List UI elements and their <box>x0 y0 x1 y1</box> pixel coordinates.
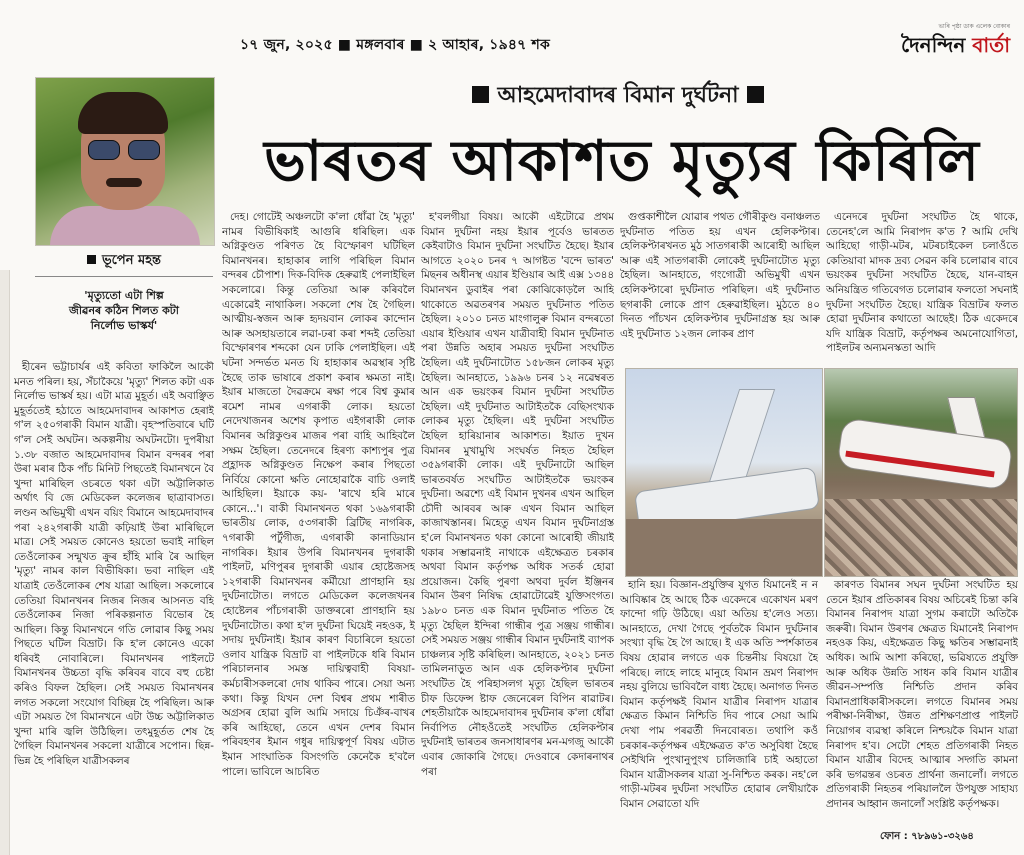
rubble-shape <box>626 519 822 576</box>
square-bullet-icon <box>472 86 489 103</box>
article-column-7 <box>826 578 1018 813</box>
article-headline: ভাৰতৰ আকাশত মৃত্যুৰ কিৰিলি <box>264 128 980 194</box>
column-1-text: হীৰেন ভট্টাচাৰ্যৰ এই কবিতা ফাকিলৈ আকৌ মনত পৰিল। হয়, সঁচাকৈয়ে 'মৃত্যু' শিলত কটা এক নিৰ্লোভ ভাস্কৰ্ষ হয়। এটা মাত্ৰ মুহূৰ্ত। এই অবাঞ্ছিত মুহূৰ্ততেই হঠাতে আহমেদাবাদৰ আকাশত হেৰাই গ'ল ২৫০গৰাকী বিমান যাত্ৰী। বৃহস্পতিবাৰে ঘটি গ'ল সেই অঘটন। অকল্পনীয় অঘটনটো। দুপৰীয়া ১.৩৮ বজাত আহমেদাবাদৰ বিমান বন্দৰৰ পৰা উৰা মৰাৰ ঠিক পাঁচ মিনিট পিছতেই বিমানখনে বৈ খুন্দা মাৰিছিল ওচৰতে থকা এটা অট্টালিকাত অৰ্থাৎ বি জে মেডিকেল কলেজৰ ছাত্ৰাবাসত। লণ্ডন অভিমুখী এখন বয়িং বিমানে আহমেদাবাদৰ পৰা ২৪২গৰাকী যাত্ৰী কঢ়িয়াই উৰা মাৰিছিলে মাত্ৰ। সেই সময়ত কোনেও হয়তো ভবাই নাছিল তেওঁলোকৰ সন্মুখত ক্ৰুৰ হাঁহি মাৰি ৰৈ আছিল 'মৃত্যু' নামৰ কাল বিভীষিকা। ভবা নাছিল এই যাত্ৰাই তেওঁলোকৰ শেষ যাত্ৰা আছিল। সকলোৰে তেতিয়া বিমানখনৰ নিজৰ নিজৰ আসনত বহি তেওঁলোকৰ নিজা পৰিকল্পনাত বিভোৰ হৈ আছিল। কিন্তু বিমানখনে গতি লোৱাৰ কিছু সময় পিছতে ঘটিল বিভ্ৰাট। কি হ'ল কোনেও একো ধৰিবই নোবাৰিলে। বিমানখনৰ পাইলটে বিমানখনৰ উচ্চতা বৃদ্ধি কৰিবৰ বাবে বহু চেষ্টা কৰিও বিফল হৈছিল। সেই সময়ত বিমানখনৰ লগত সকলো সংযোগ বিচ্ছিন্ন হৈ পৰিছিল। আৰু এটা সময়ত গৈ বিমানখনে এটা উচ্চ অট্টালিকাত খুন্দা মাৰি জ্বলি উঠিছিল। তৎমুহূৰ্তত শেষ হৈ গৈছিল বিমানখনৰ সকলো যাত্ৰীৰে সপোন। ছিন্ন-ভিন্ন হৈ পৰিছিল যাত্ৰীসকলৰ <box>14 361 214 768</box>
column-7-text: কাৰণত বিমানৰ সঘন দুৰ্ঘটনা সংঘটিত হয় তেনে ইয়াৰ প্ৰতিকাৰৰ বিষয় অচিৰেই চিন্তা কৰি বিমানৰ নিৰাপদ যাত্ৰা সুগম কৰাটো অতিকৈ জৰুৰী। বিমান উৰণৰ ক্ষেত্ৰত যিমানেই নিৰাপদ নহওক কিয়, এইক্ষেত্ৰত কিছু ক্ষতিৰ সম্ভাৱনাই অধিক। আমি আশা কৰিছো, ভৱিষ্যতে প্ৰযুক্তি আৰু অধিক উন্নতি সাধন কৰি বিমান যাত্ৰীৰ জীৱন-সম্পত্তি নিশ্চিতি প্ৰদান কৰিব বিমানপ্ৰাধিকাৰীসকলে। লগতে বিমানৰ সময় পৰীক্ষা-নিৰীক্ষা, উন্নত প্ৰশিক্ষণপ্ৰাপ্ত পাইলট নিয়োগৰ ব্যৱস্থা কৰিলে নিশ্চয়কৈ বিমান যাত্ৰা নিৰাপদ হ'ব। সেটো শেহত প্ৰতিগৰাকী নিহত বিমান যাত্ৰীৰ বিদেহ আত্মাৰ সদ্গতি কামনা কৰি ভগৱন্তৰ ওচৰত প্ৰাৰ্থনা জনালোঁ। লগতে প্ৰতিগৰাকী নিহতৰ পৰিয়াললৈ উপযুক্ত সাহায্য প্ৰদানৰ আহ্বান জনালোঁ সংশ্লিষ্ট কৰ্তৃপক্ষক। <box>826 579 1018 810</box>
kicker-text: আহমেদাবাদৰ বিমান দুৰ্ঘটনা <box>497 83 739 108</box>
author-shirt-shape <box>50 206 200 246</box>
article-column-5 <box>826 210 1018 365</box>
square-bullet-icon <box>87 255 96 264</box>
author-hair-top-shape <box>78 94 168 134</box>
column-5-text: এনেদৰে দুৰ্ঘটনা সংঘটিত হৈ থাকে, তেনেহ'লে আমি নিৰাপদ ক'ত ? আমি দেখি আহিছো গাড়ী-মটৰ, মটৰচাইকেল চলাওঁতে কেতিয়াবা মাদক দ্ৰব্য সেৱন কৰি চলোৱাৰ বাবে ভয়ংকৰ দুৰ্ঘটনা সংঘটিত হৈছে, যান-বাহন অনিয়ন্ত্ৰিত গতিবেগত চলোৱাৰ ফলতো সঘনাই দুৰ্ঘটনা সংঘটিত হৈছে। যান্ত্ৰিক বিভ্ৰাটৰ ফলত হোৱা দুৰ্ঘটনাৰ কথাতো আছেই। ঠিক একেদৰে যদি যান্ত্ৰিক বিভ্ৰাট, কৰ্তৃপক্ষৰ অমনোযোগিতা, পাইলটৰ অন্যমনস্কতা আদি <box>826 211 1018 355</box>
masthead-tagline: ভাৰি পৃষ্ঠা ডাক এলেক বোকাৰ <box>938 23 1010 30</box>
column-6-text: হানি হয়। বিজ্ঞান-প্ৰযুক্তিৰ যুগত যিমানেই ন ন আবিষ্কাৰ হৈ আছে ঠিক একেদৰে একোখন মৰণ ফান্দো গঢ়ি উঠিছে। এয়া অতিয় হ'লেও সত্য। আনহাতে, দেখা গৈছে পূৰ্বতকৈ বিমান দুৰ্ঘটনাৰ সংখ্যা বৃদ্ধি হৈ গৈ আছে। ই এক অতি স্পৰ্শকাতৰ বিষয় হোৱাৰ লগতে এক চিন্তনীয় বিষয়ো হৈ পৰিছে। লাহে লাহে মানুহে বিমান ভ্ৰমণ নিৰাপদ নহয় বুলিয়ে ভাবিবলৈ বাধ্য হৈছে। অনাগত দিনত বিমান কৰ্তৃপক্ষই বিমান যাত্ৰীৰ নিৰাপদ যাত্ৰাৰ ক্ষেত্ৰত কিমান নিশ্চিতি দিব পাৰে সেয়া আমি দেখা পাম পৰৱৰ্তী দিনবোৰত। তথাপি কওঁ চৰকাৰ-কৰ্তৃপক্ষৰ এইক্ষেত্ৰত ক'ত অসুবিধা হৈছে সেইখিনি পুংখানুপুংখ চালিজাৰি চাই অহাতো বিমান যাত্ৰীসকলৰ যাত্ৰা সু-নিশ্চিত কৰক। নহ'লে গাড়ী-মটৰৰ দুৰ্ঘটনা সংঘটিত হোৱাৰ লেখীয়াকৈ বিমান সেৱাতো যদি <box>620 579 818 810</box>
author-byline <box>35 251 213 272</box>
masthead-name-part2: বাৰ্তা <box>972 33 1010 57</box>
article-column-6 <box>620 578 818 848</box>
column-3-text: হ'বলগীয়া বিষয়। আকৌ এইটোৱে প্ৰথম বিমান দুৰ্ঘটনা নহয় ইয়াৰ পূৰ্বেও ভাৰতত কেইবাটাও বিমান দুৰ্ঘটনা সংঘটিত হৈছে। ইয়াৰ আগতে ২০২০ চনৰ ৭ আগষ্টত 'বন্দে ভাৰত' মিছনৰ অধীনস্থ এয়াৰ ইণ্ডিয়াৰ আই এক্স ১৩৪৪ বিমানখন ডুবাইৰ পৰা কোঝিকোড়লৈ আহি থাকোতে অৱতৰণৰ সময়ত দুৰ্ঘটনাত পতিত হৈছিল। ২০১০ চনত মাংগালুৰু বিমান বন্দৰতো এয়াৰ ইণ্ডিয়াৰ এখন যাত্ৰীবাহী বিমান দুৰ্ঘটনাত পৰা উন্নতি অহাৰ সময়ত দুৰ্ঘটনা সংঘটিত হৈছিল। এই দুৰ্ঘটনাটোত ১৫৮জন লোকৰ মৃত্যু হৈছিল। আনহাতে, ১৯৯৬ চনৰ ১২ নৱেম্বৰত আন এক ভয়ংকৰ বিমান দুৰ্ঘটনা সংঘটিত হৈছিল। এই দুৰ্ঘটনাত আটাইতকৈ বেছিসংখ্যক লোকৰ মৃত্যু হৈছিল। এই দুৰ্ঘটনা সংঘটিত হৈছিল হাৰিয়ানাৰ আকাশত। ইয়াত দুখন বিমানৰ মুখামুখি সংঘৰ্ষত নিহত হৈছিল ৩৫৯গৰাকী লোক। এই দুৰ্ঘটনাটো আছিল ভাৰতবৰ্ষত সংঘটিত আটাইতকৈ ভয়ংকৰ দুৰ্ঘটনা। অৱশ্যে এই বিমান দুখনৰ এখন আছিল চৌদী আৰবৰ আৰু এখন বিমান আছিল কাজাখস্তানৰ। মিহেতু এখন বিমান দুৰ্ঘটনাগ্ৰস্ত হ'লে বিমানখনত থকা কোনো আৰোহী জীয়াই থকাৰ সম্ভাৱনাই নাথাকে এইক্ষেত্ৰত চৰকাৰ অথবা বিমান কৰ্তৃপক্ষ অধিক সতৰ্ক হোৱা প্ৰয়োজন। কৈছি পুৰণা অথবা দুৰ্বল ইঞ্জিনৰ বিমান উৰণ নিষিদ্ধ হোৱাটোৱেই যুক্তিসংগত। ১৯৮০ চনত এক বিমান দুৰ্ঘটনাত পতিত হৈ মৃত্যু হৈছিল ইন্দিৰা গান্ধীৰ পুত্ৰ সঞ্জয় গান্ধীৰ। সেই সময়ত সঞ্জয় গান্ধীৰ বিমান দুৰ্ঘটনাই ব্যাপক চাঞ্চল্যৰ সৃষ্টি কৰিছিল। আনহাতে, ২০২১ চনত তামিলনাড়ুত আন এক হেলিকপ্টাৰ দুৰ্ঘটনা সংঘটিত হৈ পৰিহাসলগ মৃত্যু হৈছিল ভাৰতৰ চীফ ডিফেন্স ষ্টাফ জেনেৰেল বিপিন ৰাৱাটৰ। শেহতীয়াকৈ আহমেদাবাদৰ দুৰ্ঘটনাৰ ক'লা ধোঁৱা নিৰ্বাপিত নৌহওঁতেই সংঘটিত হেলিকপ্টাৰ দুৰ্ঘটনাই ভাৰতৰ জনসাধাৰণৰ মন-মগজু আকৌ এবাৰ জোকাৰি গৈছে। দেওবাৰে কেদাৰনাথৰ পৰা <box>421 211 614 778</box>
crash-photo-tail <box>625 368 823 577</box>
column-2-text: দেহ। গোটেই অঞ্চলটো ক'লা ধোঁৱা হৈ 'মৃত্যু' নামৰ বিভীষিকাই আগুৰি ধৰিছিল। এক অগ্নিকুণ্ডত পৰিণত হৈ বিস্ফোৰণ ঘটিছিল বিমানখনৰ। হাহাকাৰ লাগি পৰিছিল বিমান বন্দৰৰ চৌপাশ। দিক-বিদিক হেৰুৱাই পেলাইছিল সকলোৱে। কিন্তু তেতিয়া আৰু কৰিবলৈ একোৱেই নাথাকিল। সকলো শেষ হৈ গৈছিল। আত্মীয়-স্বজন আৰু হৃদয়বান লোকৰ কান্দোন আৰু অসহায়তাৰে লৱা-ঢৰা কৰা শব্দই তেতিয়া বিস্ফোৰণৰ শব্দকো যেন ঢাকি পেলাইছিল। এই ঘটনা সন্দৰ্ভত মনত যি হাহাকাৰ অৱস্থাৰ সৃষ্টি হৈছে তাক ভাষাৰে প্ৰকাশ কৰাৰ ক্ষমতা নাই। ইয়াৰ মাজতো দৈৱক্ৰমে ৰক্ষা পৰে বিশ্ব কুমাৰ ৰমেশ নামৰ এগৰাকী লোক। হয়তো নেদেখাজনৰ অশেষ কৃপাত এইগৰাকী লোক বিমানৰ অগ্নিকুণ্ডৰ মাজৰ পৰা বাহি আহিবলৈ সক্ষম হৈছিল। তেনেদৰে হিৰণ্য কাশ্যপুৰ পুত্ৰ প্ৰহ্লাদক অগ্নিকুণ্ডত নিক্ষেপ কৰাৰ পিছতো নিৰ্বিয়ে কোনো ক্ষতি নোহোৱাকৈ বাচি ওলাই আহিছিল। ইয়াকে কয়- 'ৰাখে হৰি মাৰে কোনে...'। বাকী বিমানখনত থকা ১৬৯গৰাকী ভাৰতীয় লোক, ৫৩গৰাকী ব্ৰিটিছ নাগৰিক, ৭গৰাকী পৰ্টুগীজ, এগৰাকী কানাডিয়ান নাগৰিক। ইয়াৰ উপৰি বিমানখনৰ দুগৰাকী পাইলট, মণিপুৰৰ দুগৰাকী এয়াৰ হোষ্টেজসহ ১২গৰাকী বিমানখনৰ কৰ্মীয়ো প্ৰাণহানি হয় দুৰ্ঘটনাটোত। লগতে মেডিকেল কলেজখনৰ হোষ্টেলৰ পাঁচগৰাকী ডাক্তৰৰো প্ৰাণহানি হয় দুৰ্ঘটনাটোত। কথা হ'ল দুৰ্ঘটনা ঘিয়েই নহওক, ই সদায় দুৰ্ঘটনাই। ইয়াৰ কাৰণ বিচাৰিলে হয়তো ওলাব যান্ত্ৰিক বিভ্ৰাট বা পাইলটকে ধৰি বিমান পৰিচালনাৰ সমস্ত দায়িত্ববাহী বিষয়া-কৰ্মচাৰীসকলৰো দোষ থাকিব পাৰে। সেয়া অন্য কথা। কিন্তু যিখন দেশ বিশ্বৰ প্ৰথম শাৰীত অগ্ৰসৰ হোৱা বুলি আমি সদায়ে চিঞঁৰ-বাখৰ কৰি আহিছো, তেনে এখন দেশৰ বিমান পৰিবহণৰ ইমান গধুৰ দায়িত্বপূৰ্ণ বিষয় এটাত ইমান সাংঘাতিক বিসংগতি কেনেকৈ হ'বলৈ পালে। ভাবিলে আচৰিত <box>222 211 415 778</box>
article-column-3 <box>421 210 614 850</box>
quote-line: নিৰ্লোভ ভাস্কৰ্য' <box>90 319 158 332</box>
column-4-text: গুপ্তকাশীলৈ যোৱাৰ পথত গৌৰীকুণ্ড বনাঞ্চলত দুৰ্ঘটনাত পতিত হয় এখন হেলিকপ্টাৰ। হেলিকপ্টাৰখনত মুঠ সাতগৰাকী আৰোহী আছিল আৰু এই সাতগৰাকী লোকেই দুৰ্ঘটনাটোত মৃত্যু হৈছিল। আনহাতে, গংগোত্ৰী অভিমুখী এখন হেলিকপ্টাৰো দুৰ্ঘটনাত পৰিছিল। এই দুৰ্ঘটনাত ছগৰাকী লোকে প্ৰাণ হেৰুৱাইছিল। মুঠতে ৪০ দিনত পাঁচখন হেলিকপ্টাৰ দুৰ্ঘটনাগ্ৰস্ত হয় আৰু এই দুৰ্ঘটনাত ১২জন লোকৰ প্ৰাণ <box>620 211 820 340</box>
author-photo <box>35 77 215 246</box>
crash-photo-fuselage <box>824 368 1018 577</box>
square-bullet-icon <box>747 86 764 103</box>
adjacent-column-edge <box>0 270 10 855</box>
pull-quote <box>35 288 213 333</box>
article-column-4 <box>620 210 820 365</box>
dateline: ১৭ জুন, ২০২৫ ■ মঙ্গলবাৰ ■ ২ আহাৰ, ১৯৪৭ শক <box>240 37 551 53</box>
article-column-2 <box>222 210 415 850</box>
article-column-1 <box>14 360 214 840</box>
debris-shape <box>825 499 1017 576</box>
quote-line: জীৱনৰ কঠিন শিলত কটা <box>69 304 179 317</box>
masthead-name-part1: দৈনন্দিন <box>901 33 973 57</box>
sunglasses-icon <box>88 140 160 158</box>
quote-line: 'মৃত্যুতো এটা শিল্প <box>84 289 164 302</box>
article-kicker <box>423 78 813 115</box>
contact-phone: ফোন : ৭৮৯৬১-৩২৬৪ <box>880 831 974 842</box>
masthead-logo <box>901 31 1010 64</box>
byline-divider <box>35 276 213 277</box>
author-name: ভূপেন মহন্ত <box>101 253 162 268</box>
mustache-shape <box>106 178 142 187</box>
